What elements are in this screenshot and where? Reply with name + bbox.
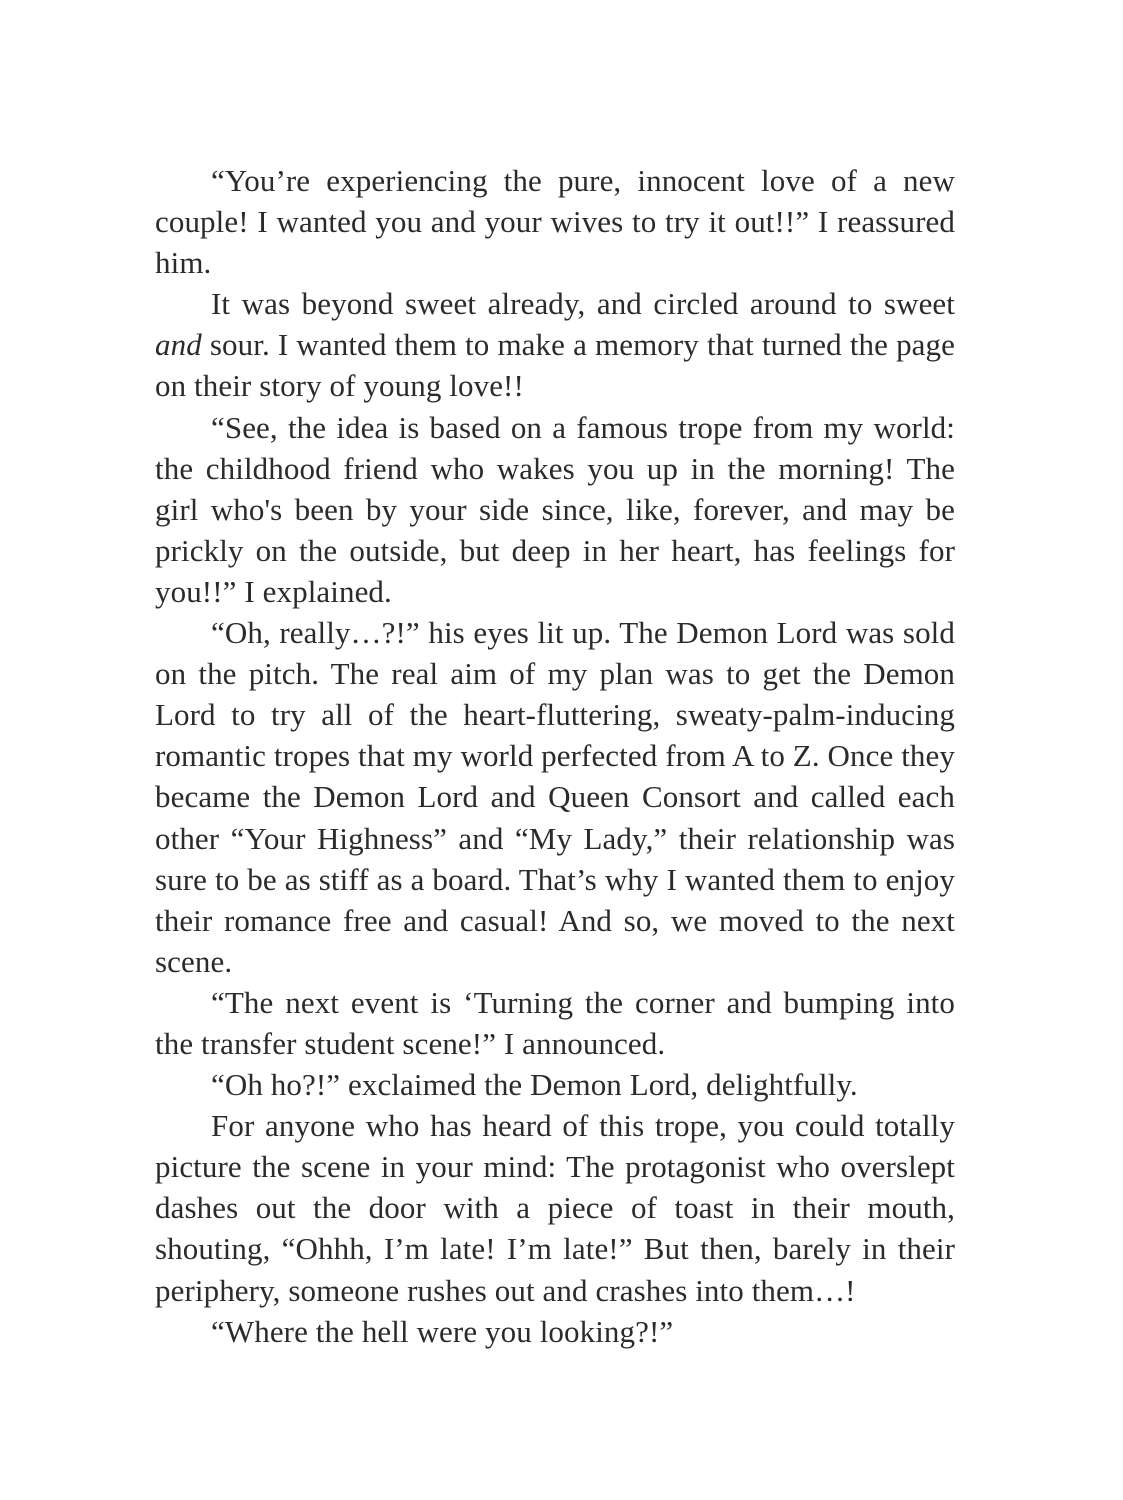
- paragraph-2-before: It was beyond sweet already, and circled around to sweet: [211, 286, 955, 322]
- paragraph-5: “The next event is ‘Turning the corner and bumping into the transfer student scene!” I announced.: [155, 984, 955, 1061]
- paragraph-7: For anyone who has heard of this trope, you could totally picture the scene in your mind: The protagonist who overslept dashes out the door with a piece of toast in their mouth, shouting, “Ohhh, I’m late! I’m late!” But then, barely in their periphery, someone rushes out and crashes into them…!: [155, 1108, 955, 1308]
- page-body: [155, 160, 955, 1352]
- paragraph-6: “Oh ho?!” exclaimed the Demon Lord, delightfully.: [211, 1067, 858, 1103]
- paragraph-2-italic: and: [155, 327, 202, 363]
- paragraph-2-after: sour. I wanted them to make a memory that turned the page on their story of young love!!: [155, 327, 955, 404]
- paragraph-8: “Where the hell were you looking?!”: [211, 1313, 674, 1349]
- paragraph-4: “Oh, really…?!” his eyes lit up. The Demon Lord was sold on the pitch. The real aim of my plan was to get the Demon Lord to try all of the heart-fluttering, sweaty-palm-inducing romantic tropes that my world perfected from A to Z. Once they became the Demon Lord and Queen Consort and called each other “Your Highness” and “My Lady,” their relationship was sure to be as stiff as a board. That’s why I wanted them to enjoy their romance free and casual! And so, we moved to the next scene.: [155, 615, 955, 979]
- paragraph-1: “You’re experiencing the pure, innocent love of a new couple! I wanted you and your wives to try it out!!” I reassured him.: [155, 163, 955, 281]
- paragraph-3: “See, the idea is based on a famous trope from my world: the childhood friend who wakes you up in the morning! The girl who's been by your side since, like, forever, and may be prickly on the outside, but deep in her heart, has feelings for you!!” I explained.: [155, 409, 955, 609]
- paragraph-2: [155, 283, 955, 406]
